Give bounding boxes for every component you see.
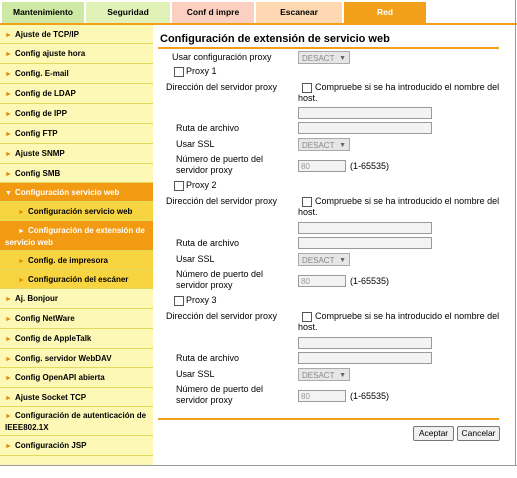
arrow-right-icon: ► xyxy=(5,443,12,450)
top-tabs xyxy=(0,0,517,24)
proxy-2-checkbox[interactable] xyxy=(174,181,184,191)
proxy-2-path-label: Ruta de archivo xyxy=(176,238,240,248)
sidebar-item-netware[interactable] xyxy=(0,309,153,329)
proxy-2-port-range: (1-65535) xyxy=(350,276,390,286)
proxy-3-port-input[interactable]: 80 xyxy=(298,390,346,402)
title-divider xyxy=(158,47,499,49)
proxy-2-address-label: Dirección del servidor proxy xyxy=(166,196,278,206)
sidebar-item-label: Aj. Bonjour xyxy=(14,294,59,303)
sidebar-item-ldap[interactable] xyxy=(0,84,153,104)
proxy-1-address-input[interactable] xyxy=(298,107,432,119)
proxy-2-ssl-select[interactable] xyxy=(298,253,350,266)
sidebar-item-label: Config ajuste hora xyxy=(14,49,86,58)
sidebar-item-label: Ajuste de TCP/IP xyxy=(14,30,79,39)
proxy-3-path-label: Ruta de archivo xyxy=(176,353,240,363)
arrow-right-icon: ► xyxy=(5,91,12,98)
sidebar-item-label: Config NetWare xyxy=(14,314,75,323)
proxy-1-checkbox[interactable] xyxy=(174,67,184,77)
sidebar-item-servicio-web[interactable] xyxy=(0,183,153,202)
sidebar-item-label: Configuración JSP xyxy=(14,441,87,450)
arrow-right-icon: ► xyxy=(18,209,25,216)
sidebar-item-label: Config OpenAPI abierta xyxy=(14,373,105,382)
sidebar-item-smb[interactable] xyxy=(0,164,153,183)
proxy-3-checkbox[interactable] xyxy=(174,296,184,306)
sidebar-subitem-escaner[interactable] xyxy=(0,270,153,289)
tab-mantenimiento[interactable]: Mantenimiento xyxy=(2,2,84,23)
sidebar-item-label: Config de AppleTalk xyxy=(14,334,92,343)
chevron-down-icon: ▼ xyxy=(339,142,346,149)
proxy-1-ssl-select[interactable] xyxy=(298,138,350,151)
arrow-right-icon: ► xyxy=(18,277,25,284)
use-proxy-value: DESACT xyxy=(302,54,335,63)
proxy-3-host-label: Compruebe si se ha introducido el nombre del host. xyxy=(298,311,500,332)
sidebar-item-socket-tcp[interactable] xyxy=(0,388,153,407)
sidebar-item-label: Config de LDAP xyxy=(14,89,76,98)
sidebar-item-label: Config SMB xyxy=(14,169,61,178)
frame-bottom-border xyxy=(0,465,517,466)
proxy-1-address-label: Dirección del servidor proxy xyxy=(166,82,278,92)
page-title: Configuración de extensión de servicio web xyxy=(160,33,390,45)
proxy-1-port-label: Número de puerto del servidor proxy xyxy=(176,154,264,175)
arrow-right-icon: ► xyxy=(5,296,12,303)
proxy-2-path-input[interactable] xyxy=(298,237,432,249)
sidebar-item-label: Configuración servicio web xyxy=(14,188,120,197)
sidebar-item-jsp[interactable] xyxy=(0,436,153,456)
sidebar-item-bonjour[interactable] xyxy=(0,289,153,309)
sidebar-subitem-extension-servicio-web[interactable] xyxy=(0,221,153,251)
proxy-1-path-label: Ruta de archivo xyxy=(176,123,240,133)
proxy-1-ssl-value: DESACT xyxy=(302,141,335,150)
sidebar-item-ieee8021x[interactable] xyxy=(0,407,153,436)
arrow-right-icon: ► xyxy=(5,151,12,158)
proxy-3-port-label: Número de puerto del servidor proxy xyxy=(176,384,264,405)
sidebar-item-label: Configuración de autenticación de IEEE802.1X xyxy=(5,411,147,432)
arrow-right-icon: ► xyxy=(18,228,25,235)
sidebar-item-appletalk[interactable] xyxy=(0,329,153,349)
arrow-down-icon: ▼ xyxy=(5,190,12,197)
sidebar-item-label: Config de IPP xyxy=(14,109,67,118)
sidebar-item-label: Config. de impresora xyxy=(27,256,108,265)
proxy-1-path-input[interactable] xyxy=(298,122,432,134)
sidebar-item-label: Configuración de extensión de servicio web xyxy=(5,226,145,247)
proxy-3-ssl-label: Usar SSL xyxy=(176,369,215,379)
sidebar-subitem-impresora[interactable] xyxy=(0,251,153,270)
sidebar-item-hora[interactable] xyxy=(0,44,153,64)
arrow-right-icon: ► xyxy=(5,171,12,178)
sidebar-item-tcpip[interactable] xyxy=(0,25,153,44)
proxy-3-ssl-select[interactable] xyxy=(298,368,350,381)
sidebar-item-webdav[interactable] xyxy=(0,349,153,368)
sidebar-item-email[interactable] xyxy=(0,64,153,84)
arrow-right-icon: ► xyxy=(5,71,12,78)
arrow-right-icon: ► xyxy=(5,375,12,382)
proxy-3-path-input[interactable] xyxy=(298,352,432,364)
sidebar-item-label: Configuración servicio web xyxy=(27,207,133,216)
sidebar-item-ipp[interactable] xyxy=(0,104,153,124)
tab-escanear[interactable]: Escanear xyxy=(256,2,342,23)
sidebar-item-snmp[interactable] xyxy=(0,144,153,164)
sidebar-item-label: Ajuste Socket TCP xyxy=(14,393,87,402)
arrow-right-icon: ► xyxy=(5,336,12,343)
sidebar-item-openapi[interactable] xyxy=(0,368,153,388)
sidebar-item-label: Config. E-mail xyxy=(14,69,69,78)
sidebar-subitem-servicio-web[interactable] xyxy=(0,202,153,221)
arrow-right-icon: ► xyxy=(5,413,12,420)
proxy-1-label: Proxy 1 xyxy=(186,66,217,76)
cancel-button[interactable]: Cancelar xyxy=(457,426,500,441)
proxy-2-port-label: Número de puerto del servidor proxy xyxy=(176,269,264,290)
sidebar xyxy=(0,25,153,465)
proxy-2-port-input[interactable]: 80 xyxy=(298,275,346,287)
proxy-1-port-range: (1-65535) xyxy=(350,161,390,171)
arrow-right-icon: ► xyxy=(5,32,12,39)
bottom-divider xyxy=(158,418,499,420)
tab-seguridad[interactable]: Seguridad xyxy=(86,2,170,23)
use-proxy-label: Usar configuración proxy xyxy=(172,52,272,62)
proxy-3-port-range: (1-65535) xyxy=(350,391,390,401)
arrow-right-icon: ► xyxy=(5,395,12,402)
proxy-2-label: Proxy 2 xyxy=(186,180,217,190)
accept-button[interactable]: Aceptar xyxy=(413,426,454,441)
proxy-2-ssl-label: Usar SSL xyxy=(176,254,215,264)
proxy-2-host-label: Compruebe si se ha introducido el nombre del host. xyxy=(298,196,500,217)
chevron-down-icon: ▼ xyxy=(339,372,346,379)
use-proxy-select[interactable] xyxy=(298,51,350,64)
proxy-1-port-input[interactable]: 80 xyxy=(298,160,346,172)
sidebar-item-ftp[interactable] xyxy=(0,124,153,144)
sidebar-item-label: Config FTP xyxy=(14,129,58,138)
arrow-right-icon: ► xyxy=(5,51,12,58)
proxy-2-ssl-value: DESACT xyxy=(302,256,335,265)
proxy-2-address-input[interactable] xyxy=(298,222,432,234)
proxy-1-ssl-label: Usar SSL xyxy=(176,139,215,149)
arrow-right-icon: ► xyxy=(5,131,12,138)
arrow-right-icon: ► xyxy=(5,111,12,118)
proxy-3-address-input[interactable] xyxy=(298,337,432,349)
frame-right-border xyxy=(515,0,516,466)
arrow-right-icon: ► xyxy=(18,258,25,265)
chevron-down-icon: ▼ xyxy=(339,55,346,62)
proxy-3-address-label: Dirección del servidor proxy xyxy=(166,311,278,321)
proxy-3-ssl-value: DESACT xyxy=(302,371,335,380)
proxy-1-host-label: Compruebe si se ha introducido el nombre del host. xyxy=(298,82,500,103)
arrow-right-icon: ► xyxy=(5,356,12,363)
sidebar-item-label: Config. servidor WebDAV xyxy=(14,354,112,363)
proxy-3-label: Proxy 3 xyxy=(186,295,217,305)
tab-red[interactable]: Red xyxy=(344,2,426,23)
sidebar-item-label: Ajuste SNMP xyxy=(14,149,65,158)
tab-conf-impre[interactable]: Conf d impre xyxy=(172,2,254,23)
sidebar-item-label: Configuración del escáner xyxy=(27,275,129,284)
arrow-right-icon: ► xyxy=(5,316,12,323)
chevron-down-icon: ▼ xyxy=(339,257,346,264)
